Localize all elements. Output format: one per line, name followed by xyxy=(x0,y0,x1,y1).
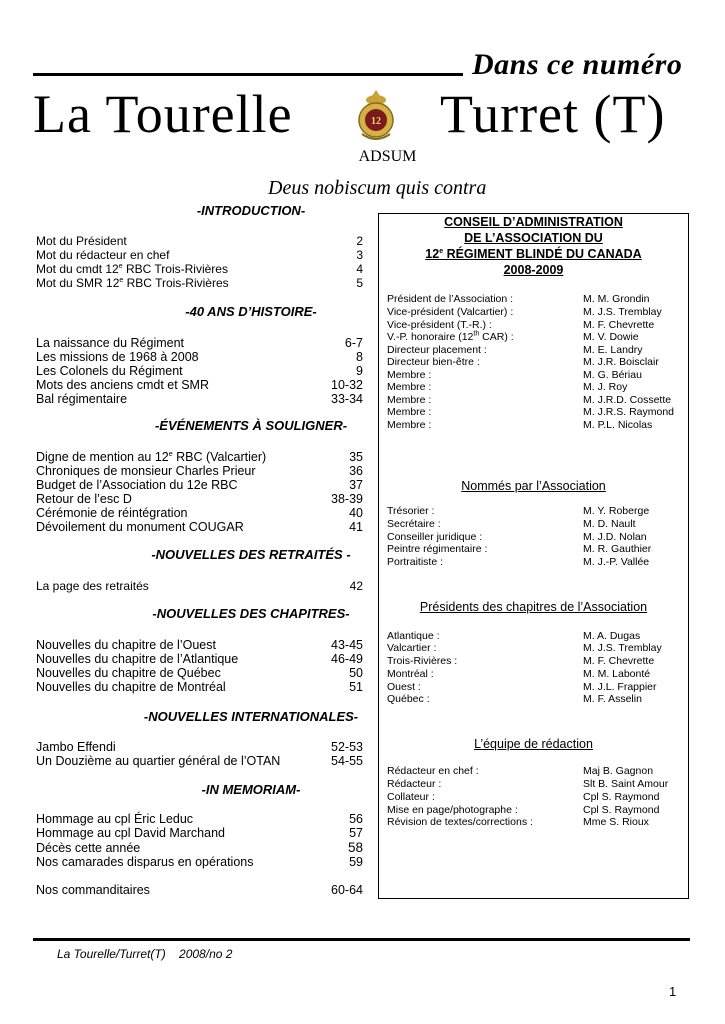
toc-item-sponsors[interactable]: Nos commanditaires 60-64 xyxy=(36,883,363,897)
toc-item[interactable]: Mots des anciens cmdt et SMR 10-32 xyxy=(36,378,363,392)
toc-section-internationales: -NOUVELLES INTERNATIONALES- xyxy=(143,709,359,724)
toc-item[interactable]: Cérémonie de réintégration 40 xyxy=(36,506,363,520)
toc-item[interactable]: Les missions de 1968 à 2008 8 xyxy=(36,350,363,364)
nommes-heading: Nommés par l’Association xyxy=(461,479,606,493)
toc-item[interactable]: La page des retraités 42 xyxy=(36,579,363,593)
toc-item[interactable]: Nouvelles du chapitre de l’Ouest 43-45 xyxy=(36,638,363,652)
toc-section-introduction: -INTRODUCTION- xyxy=(196,203,306,218)
toc-item[interactable]: Hommage au cpl Éric Leduc 56 xyxy=(36,812,363,826)
toc-item[interactable]: Nos camarades disparus en opérations 59 xyxy=(36,855,363,869)
toc-item[interactable]: Nouvelles du chapitre de l’Atlantique 46-49 xyxy=(36,652,363,666)
issue-contents-heading: Dans ce numéro xyxy=(472,48,683,81)
footer-rule xyxy=(33,938,690,941)
board-heading-line2: DE L’ASSOCIATION DU xyxy=(464,231,603,245)
toc-section-retraites: -NOUVELLES DES RETRAITÉS - xyxy=(151,547,351,562)
toc-section-histoire: -40 ANS D’HISTOIRE- xyxy=(185,304,317,319)
toc-item[interactable]: La naissance du Régiment 6-7 xyxy=(36,336,363,350)
toc-item[interactable]: Mot du Président 2 xyxy=(36,234,363,248)
toc-section-chapitres: -NOUVELLES DES CHAPITRES- xyxy=(152,606,350,621)
toc-item[interactable]: Mot du rédacteur en chef 3 xyxy=(36,248,363,262)
toc-item[interactable]: Mot du SMR 12e RBC Trois-Rivières 5 xyxy=(36,276,363,290)
toc-item[interactable]: Chroniques de monsieur Charles Prieur 36 xyxy=(36,464,363,478)
toc-item[interactable]: Budget de l’Association du 12e RBC 37 xyxy=(36,478,363,492)
adsum-caption: ADSUM xyxy=(358,148,417,165)
toc-item[interactable]: Mot du cmdt 12e RBC Trois-Rivières 4 xyxy=(36,262,363,276)
toc-item[interactable]: Hommage au cpl David Marchand 57 xyxy=(36,826,363,840)
toc-section-evenements: -ÉVÉNEMENTS À SOULIGNER- xyxy=(154,418,348,433)
title-turret: Turret (T) xyxy=(440,84,666,144)
page-number: 1 xyxy=(669,984,677,999)
presidents-heading: Présidents des chapitres de l’Association xyxy=(419,600,648,614)
toc-item[interactable]: Dévoilement du monument COUGAR 41 xyxy=(36,520,363,534)
toc-section-memoriam: -IN MEMORIAM- xyxy=(201,782,301,797)
regiment-crest-icon xyxy=(354,88,398,144)
toc-item[interactable]: Les Colonels du Régiment 9 xyxy=(36,364,363,378)
toc-item[interactable]: Digne de mention au 12e RBC (Valcartier) 35 xyxy=(36,450,363,464)
board-heading-line4: 2008-2009 xyxy=(503,263,564,277)
toc-item[interactable]: Bal régimentaire 33-34 xyxy=(36,392,363,406)
header-rule xyxy=(33,73,463,76)
toc-item[interactable]: Décès cette année 58 xyxy=(36,840,363,855)
toc-item[interactable]: Un Douzième au quartier général de l’OTAN 54-55 xyxy=(36,754,363,768)
motto: Deus nobiscum quis contra xyxy=(268,177,487,199)
toc-item[interactable]: Nouvelles du chapitre de Montréal 51 xyxy=(36,680,363,694)
equipe-heading: L’équipe de rédaction xyxy=(474,737,593,751)
title-la-tourelle: La Tourelle xyxy=(33,84,293,144)
footer-publication: La Tourelle/Turret(T) 2008/no 2 xyxy=(57,947,233,961)
board-heading-line3: 12e RÉGIMENT BLINDÉ DU CANADA xyxy=(425,247,642,261)
toc-item[interactable]: Retour de l’esc D 38-39 xyxy=(36,492,363,506)
board-heading-line1: CONSEIL D’ADMINISTRATION xyxy=(444,215,623,229)
svg-text:12: 12 xyxy=(371,116,381,127)
toc-item[interactable]: Nouvelles du chapitre de Québec 50 xyxy=(36,666,363,680)
toc-item[interactable]: Jambo Effendi 52-53 xyxy=(36,740,363,754)
